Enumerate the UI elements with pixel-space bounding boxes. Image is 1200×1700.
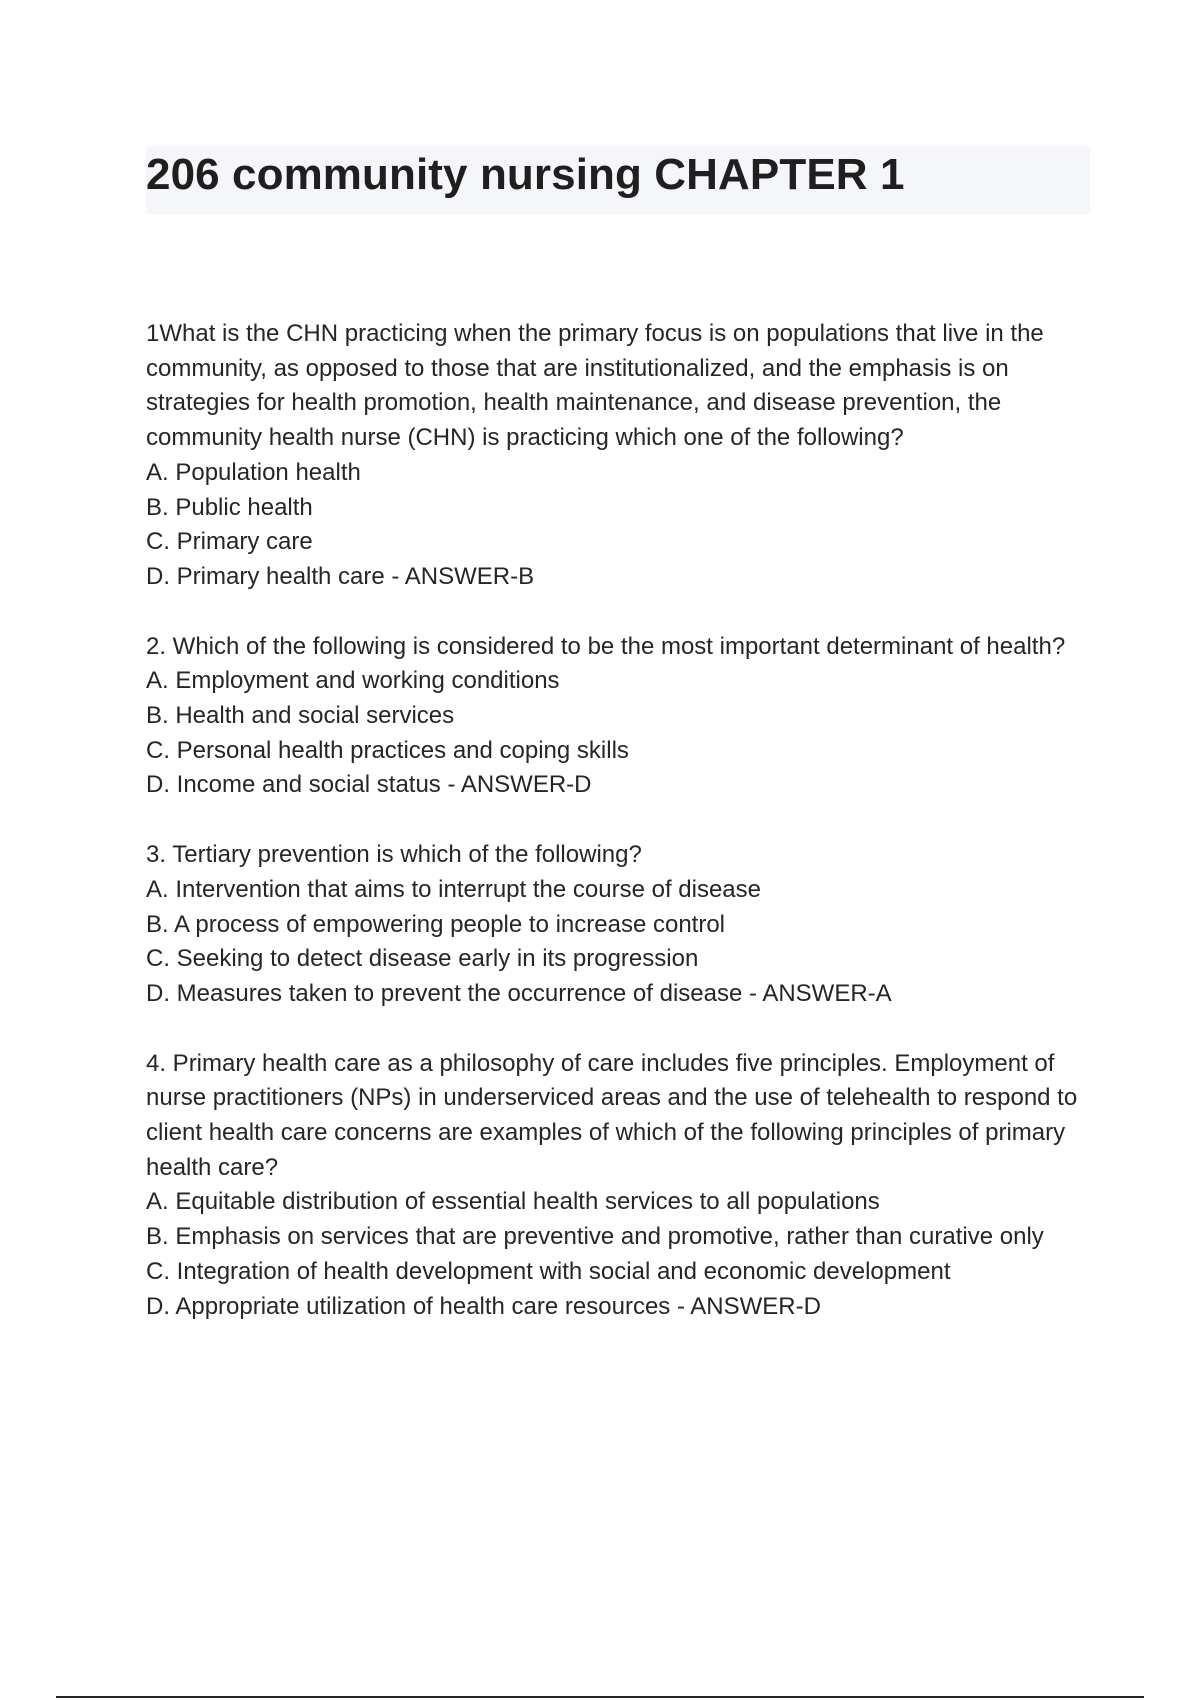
- question-stem: 4. Primary health care as a philosophy of care includes five principles. Employment of nurse practitioners (NPs) in underserviced areas and the use of telehealth to respond to client health care concerns are examples of which of the following principles of primary health care?: [146, 1049, 1078, 1181]
- answer-option: B. A process of empowering people to increase control: [146, 910, 725, 938]
- answer-option: D. Income and social status - ANSWER-D: [146, 771, 592, 799]
- answer-option: B. Health and social services: [146, 702, 455, 730]
- answer-option: D. Measures taken to prevent the occurrence of disease - ANSWER-A: [146, 979, 892, 1007]
- question-2: [146, 630, 1096, 804]
- question-4: [146, 1047, 1096, 1325]
- answer-option: C. Integration of health development with social and economic development: [146, 1257, 951, 1285]
- answer-option: C. Primary care: [146, 528, 313, 556]
- answer-option: D. Appropriate utilization of health care resources - ANSWER-D: [146, 1292, 821, 1320]
- question-stem: 2. Which of the following is considered to be the most important determinant of health?: [146, 632, 1066, 660]
- question-list: [146, 317, 1096, 1359]
- answer-option: B. Emphasis on services that are preventive and promotive, rather than curative only: [146, 1223, 1044, 1251]
- answer-option: A. Equitable distribution of essential health services to all populations: [146, 1188, 880, 1216]
- answer-option: D. Primary health care - ANSWER-B: [146, 562, 535, 590]
- question-1: [146, 317, 1096, 595]
- answer-option: B. Public health: [146, 493, 313, 521]
- answer-option: A. Intervention that aims to interrupt the course of disease: [146, 875, 761, 903]
- answer-option: A. Employment and working conditions: [146, 667, 560, 695]
- page-title: 206 community nursing CHAPTER 1: [146, 150, 905, 199]
- question-stem: 3. Tertiary prevention is which of the following?: [146, 841, 642, 869]
- bottom-divider: [56, 1696, 1144, 1698]
- answer-option: A. Population health: [146, 458, 361, 486]
- answer-option: C. Seeking to detect disease early in its progression: [146, 945, 699, 973]
- answer-option: C. Personal health practices and coping skills: [146, 736, 629, 764]
- question-3: [146, 838, 1096, 1012]
- question-stem: 1What is the CHN practicing when the primary focus is on populations that live in the community, as opposed to those that are institutionalized, and the emphasis is on strategies for health promotion, health maintenance, and disease prevention, the community health nurse (CHN) is practicing which one of the following?: [146, 320, 1044, 452]
